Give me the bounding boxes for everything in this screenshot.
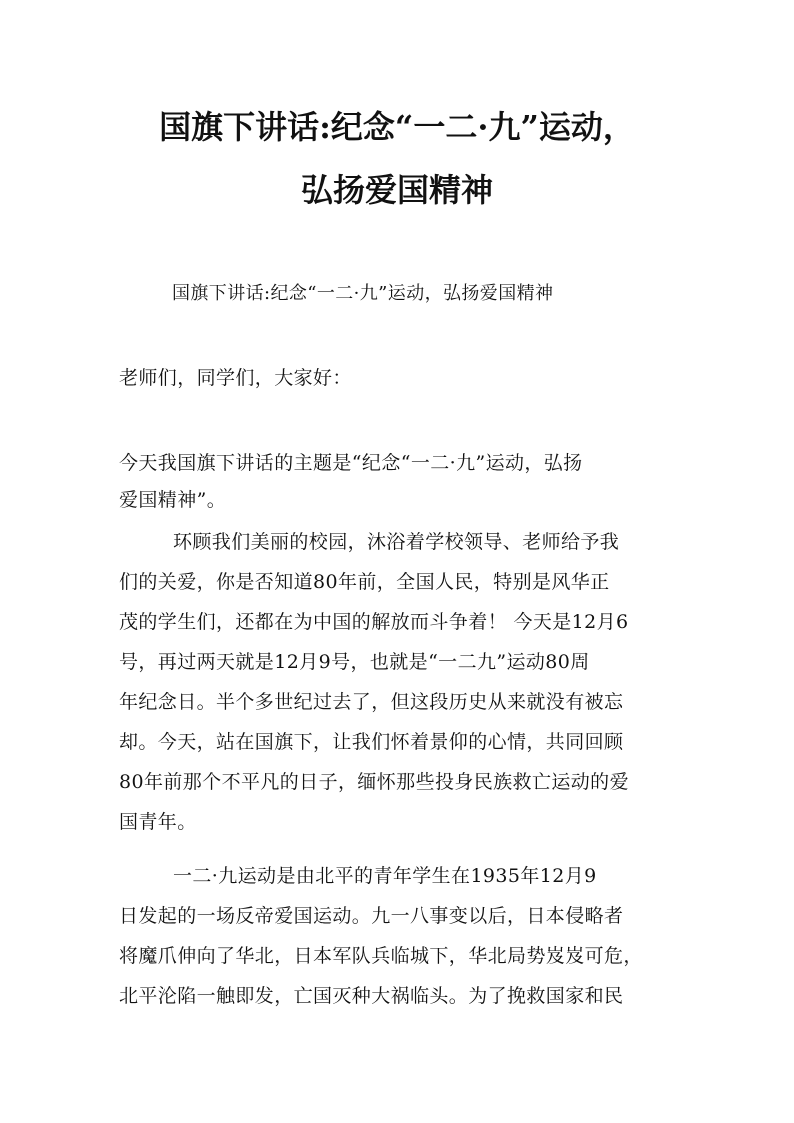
paragraph-2-line-3: 将魔爪伸向了华北，日本军队兵临城下，华北局势岌岌可危，: [119, 945, 643, 967]
paragraph-1-line-4: 号，再过两天就是12月9号，也就是“一二九”运动80周: [119, 651, 590, 673]
document-title-line-1: 国旗下讲话:纪念“一二·九”运动，: [159, 108, 635, 146]
paragraph-1-line-1: 环顾我们美丽的校园，沐浴着学校领导、老师给予我: [173, 531, 620, 553]
paragraph-1-line-5: 年纪念日。半个多世纪过去了，但这段历史从来就没有被忘: [119, 691, 624, 713]
paragraph-1-line-3: 茂的学生们，还都在为中国的解放而斗争着！ 今天是12月6: [119, 611, 629, 633]
document-title-line-2: 弘扬爱国精神: [300, 171, 493, 209]
paragraph-1-line-7: 80年前那个不平凡的日子，缅怀那些投身民族救亡运动的爱: [119, 771, 629, 793]
intro-line-2: 爱国精神”。: [119, 489, 227, 511]
paragraph-1-line-2: 们的关爱，你是否知道80年前，全国人民，特别是风华正: [119, 571, 610, 593]
intro-line-1: 今天我国旗下讲话的主题是“纪念“一二·九”运动，弘扬: [119, 452, 583, 474]
paragraph-2-line-1: 一二·九运动是由北平的青年学生在1935年12月9: [173, 865, 597, 887]
paragraph-1-line-8: 国青年。: [119, 811, 197, 833]
greeting: 老师们，同学们，大家好：: [119, 367, 352, 389]
document-subtitle: 国旗下讲话:纪念“一二·九”运动，弘扬爱国精神: [172, 283, 554, 304]
paragraph-2-line-4: 北平沦陷一触即发，亡国灭种大祸临头。为了挽救国家和民: [119, 985, 624, 1007]
paragraph-2-line-2: 日发起的一场反帝爱国运动。九一八事变以后，日本侵略者: [119, 905, 624, 927]
paragraph-1-line-6: 却。今天，站在国旗下，让我们怀着景仰的心情，共同回顾: [119, 731, 624, 753]
